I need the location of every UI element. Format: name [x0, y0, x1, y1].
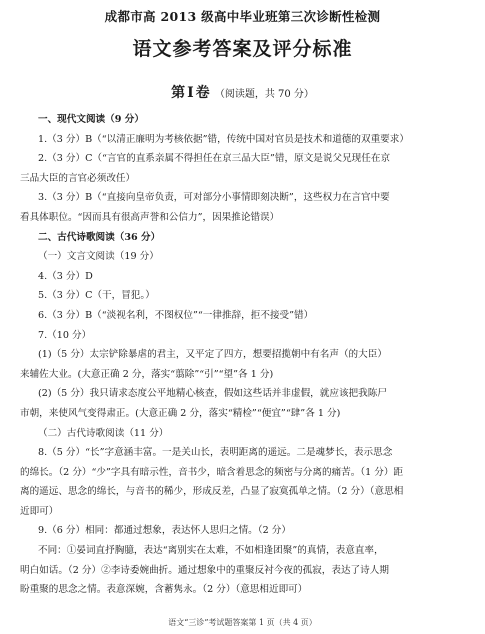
answer-line: 7.（10 分）: [38, 329, 92, 341]
page-footer: 语文“三诊”考试题答案第 1 页（共 4 页）: [168, 618, 317, 627]
part-heading: [0, 82, 485, 102]
part-title: 第Ⅰ卷: [171, 85, 212, 101]
answer-line: 来辅佐大业。(大意正确 2 分，落实“翦除”“引”“望”各 1 分): [20, 368, 274, 380]
answer-line: 4.（3 分）D: [38, 270, 93, 282]
answer-line: 三品大臣的言官必须改任）: [20, 172, 136, 184]
answer-line: (2)（5 分）我只请求态度公平地精心核查，假如这些话并非虚假，就应该把我陈尸: [38, 388, 387, 400]
answer-line: 市朝，来使风气变得肃正。(大意正确 2 分，落实“精检”“便宜”“肆”各 1 分): [20, 407, 341, 419]
answer-line: 2.（3 分）C（“言官的直系亲属不得担任在京三品大臣”错，原文是说父兄现任在京: [38, 153, 391, 165]
section-heading: 一、现代文阅读（9 分）: [38, 114, 144, 125]
answer-line: 5.（3 分）C（干，冒犯。）: [38, 290, 155, 302]
answer-line: 1.（3 分）B（“以清正廉明为考核依据”错，传统中国对官员是技术和道德的双重要求）: [38, 133, 409, 145]
answer-line: 不同：①晏词直抒胸臆，表达“离别实在太难，不如相逢团聚”的真情，表意直率，: [38, 545, 384, 557]
part-note: （阅读题，共 70 分）: [214, 89, 314, 100]
exam-title: 成都市高 2013 级高中毕业班第三次诊断性检测: [104, 9, 381, 24]
answer-line: 离的遥远、思念的绵长，与音书的稀少，形成反差，凸显了寂寞孤单之情。（2 分）（意思相: [20, 486, 404, 498]
answer-line: 盼重聚的思念之情。表意深婉，含蓄隽永。（2 分）（意思相近即可）: [20, 584, 308, 596]
answer-line: 明白如话。（2 分）②李诗委婉曲折。通过想象中的重聚反衬今夜的孤寂，表达了诗人期: [20, 564, 389, 576]
subsection-heading: （二）古代诗歌阅读（11 分）: [38, 427, 169, 439]
answer-line: 8.（5 分）“长”字意涵丰富。一是关山长，表明距离的遥远。二是魂梦长，表示思念: [38, 447, 393, 459]
answer-line: 看具体职位。“因而具有很高声誉和公信力”，因果推论错误）: [20, 211, 280, 223]
answer-line: 6.（3 分）B（“淡视名利，不图权位”“一律推辞，拒不接受”错）: [38, 309, 314, 321]
section-heading: 二、古代诗歌阅读（36 分）: [38, 231, 161, 243]
answer-line: 3.（3 分）B（“直接向皇帝负责，可对部分小事情即刻决断”，这些权力在言官中要: [38, 192, 390, 204]
answer-body: [20, 110, 468, 600]
answer-line: 的绵长。（2 分）“少”字具有暗示性，音书少，暗含着思念的频密与分离的痛苦。（1 分）距: [20, 466, 404, 478]
answer-line: (1)（5 分）太宗铲除暴虐的君主，又平定了四方，想要招揽朝中有名声（的大臣）: [38, 349, 387, 361]
subsection-heading: （一）文言文阅读（19 分）: [38, 251, 159, 263]
answer-line: 9.（6 分）相同：都通过想象，表达怀人思归之情。（2 分）: [38, 525, 291, 537]
answer-line: 近即可）: [20, 505, 59, 517]
document-title: 语文参考答案及评分标准: [132, 38, 353, 60]
